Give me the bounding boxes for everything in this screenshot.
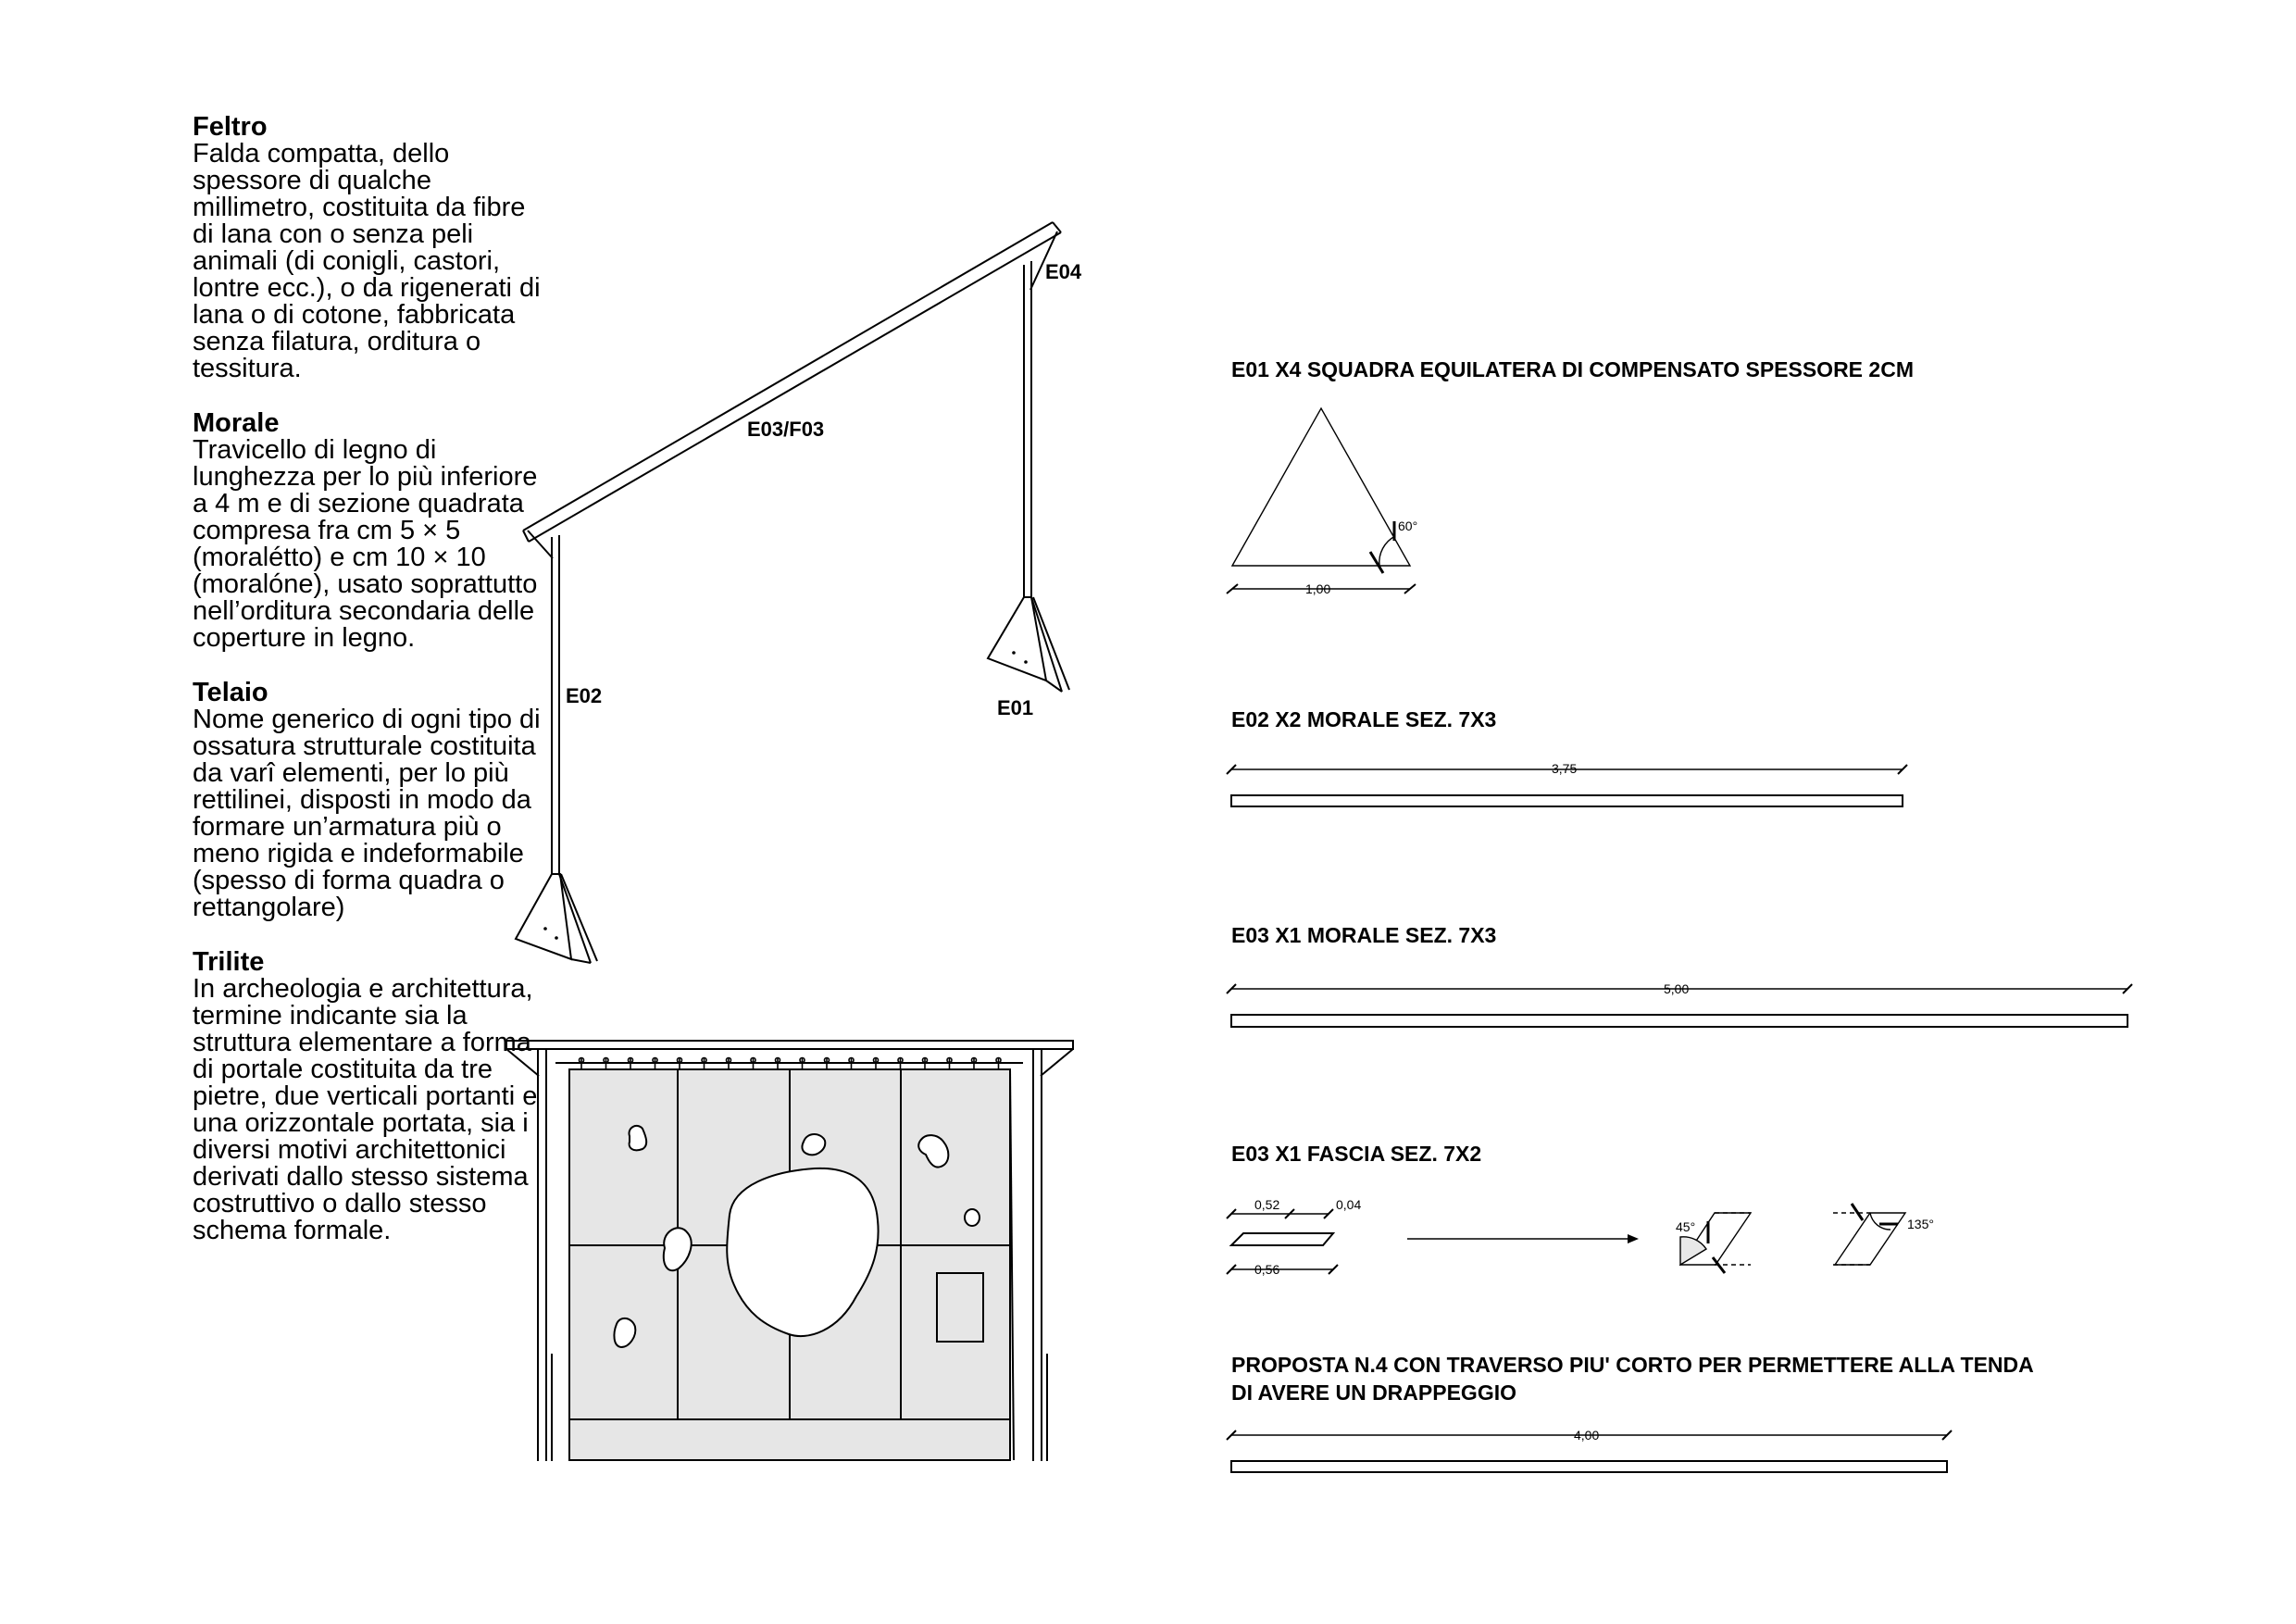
spec-e03-fascia-angle-135: 135° xyxy=(1907,1217,1934,1231)
spec-e02-title: E02 X2 MORALE SEZ. 7X3 xyxy=(1231,707,1497,731)
beam-e03-f03 xyxy=(523,222,1061,558)
spec-e03-fascia-title: E03 X1 FASCIA SEZ. 7X2 xyxy=(1231,1142,1482,1166)
post-left-e02 xyxy=(552,535,559,875)
label-e03-f03: E03/F03 xyxy=(747,418,825,441)
spec-e03-fascia-detail xyxy=(1227,1204,1905,1274)
label-e01: E01 xyxy=(997,696,1034,719)
spec-e03-fascia-angle-45: 45° xyxy=(1676,1219,1696,1234)
spec-e03-morale-title: E03 X1 MORALE SEZ. 7X3 xyxy=(1231,923,1497,947)
proposal-title-line-2: DI AVERE UN DRAPPEGGIO xyxy=(1231,1380,1516,1405)
spec-e03-morale-dimension: 5,00 xyxy=(1664,981,1690,996)
felt-curtain xyxy=(569,1069,1014,1460)
spec-e03-fascia-dim-bottom: 0,56 xyxy=(1254,1262,1280,1277)
spec-e03-fascia-dim-offset: 0,04 xyxy=(1336,1197,1362,1212)
pocket-patch xyxy=(937,1273,983,1342)
spec-e02-dimension: 3,75 xyxy=(1552,761,1578,776)
spec-e01-dimension: 1,00 xyxy=(1305,581,1331,596)
bracket-left-e01 xyxy=(516,874,597,963)
proposal-title-line-1: PROPOSTA N.4 CON TRAVERSO PIU' CORTO PER PERMETTERE ALLA TENDA xyxy=(1231,1353,2034,1377)
glossary-term: Trilite xyxy=(193,947,265,977)
glossary-definition: Falda compatta, dello spessore di qualche millimetro, costituita da fibre di lana con o senza peli animali (di conigli, castori, lontre ecc.), o da rigenerati di lana o di cotone, fabbricata senza filatura, orditura o tessitura. xyxy=(193,139,541,383)
spec-e01-angle: 60° xyxy=(1398,518,1418,533)
glossary-definition: Nome generico di ogni tipo di ossatura strutturale costituita da varî elementi, per lo più rettilinei, disposti in modo da formare un’armatura più o meno rigida e indeformabile (spesso di forma quadra o rettangolare) xyxy=(193,705,541,922)
spec-e01-title: E01 X4 SQUADRA EQUILATERA DI COMPENSATO SPESSORE 2CM xyxy=(1231,357,1914,381)
glossary-term: Morale xyxy=(193,408,280,438)
bracket-right-e01 xyxy=(988,597,1069,692)
label-e04: E04 xyxy=(1045,260,1082,283)
glossary-definition: In archeologia e architettura, termine indicante sia la struttura elementare a forma di portale costituita da tre pietre, due verticali portanti e una orizzontale portata, sia i diversi motivi architettonici derivati dallo stesso sistema costruttivo o dallo stesso schema formale. xyxy=(193,974,538,1245)
glossary-term: Telaio xyxy=(193,678,268,707)
post-right xyxy=(1033,1049,1047,1461)
spec-e03-fascia-dim-top: 0,52 xyxy=(1254,1197,1280,1212)
post-left xyxy=(538,1049,552,1461)
axonometric-frame xyxy=(516,222,1069,963)
glossary-definition: Travicello di legno di lunghezza per lo più inferiore a 4 m e di sezione quadrata compresa fra cm 5 × 5 (moralétto) e cm 10 × 10 (moralóne), usato soprattutto nell’orditura secondaria delle coperture in legno. xyxy=(193,435,538,653)
label-e02: E02 xyxy=(566,684,603,707)
proposal-dimension: 4,00 xyxy=(1574,1428,1600,1443)
post-right xyxy=(1024,261,1031,598)
glossary-term: Feltro xyxy=(193,112,268,142)
spec-e01-triangle xyxy=(1227,408,1416,593)
